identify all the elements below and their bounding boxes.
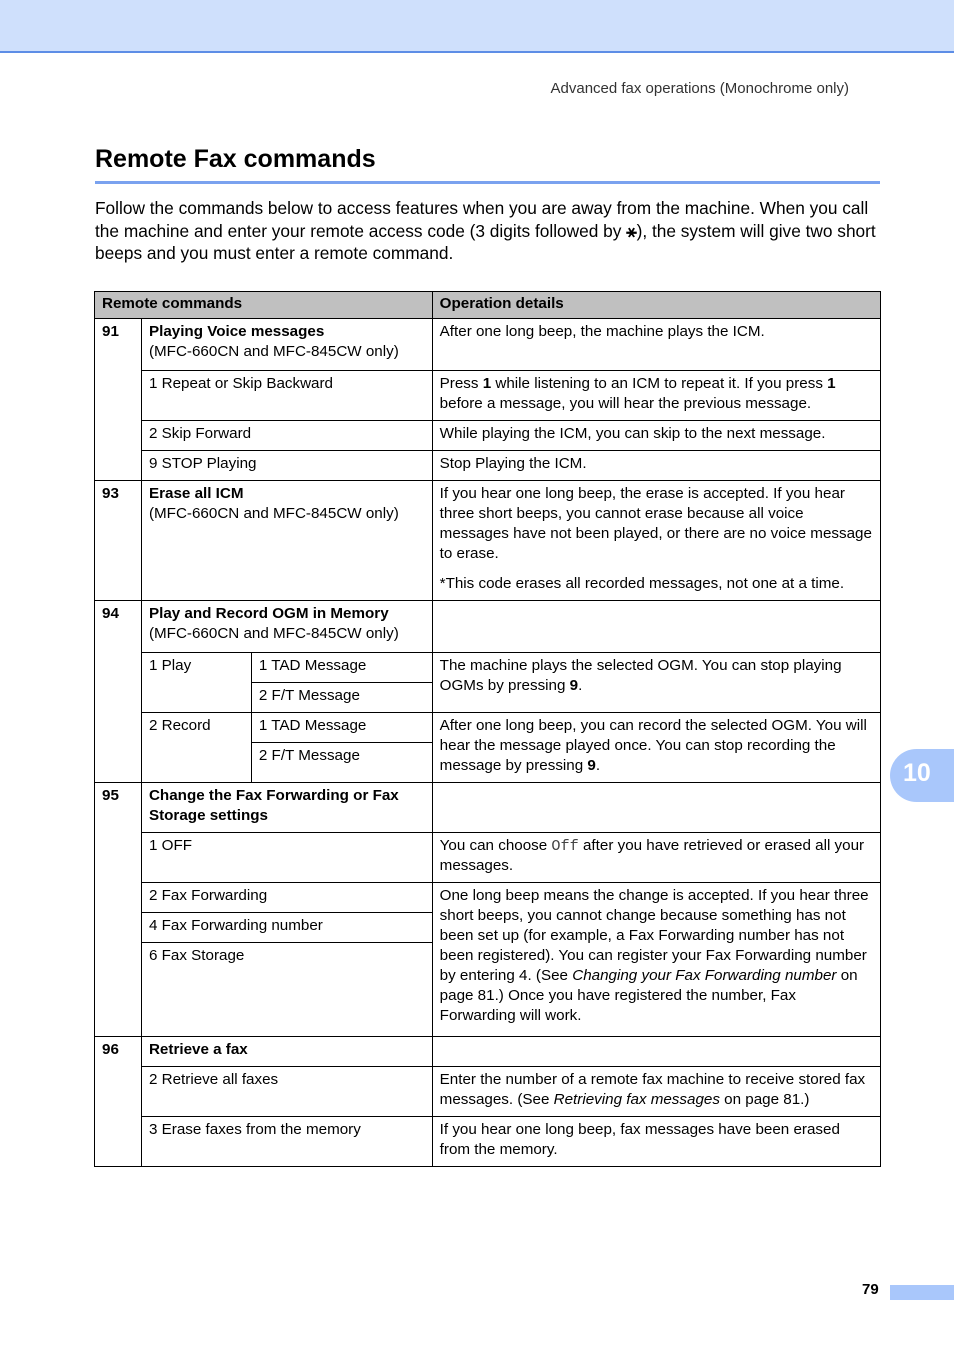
subcommand-label: 6 Fax Storage xyxy=(141,943,432,1037)
remote-commands-table xyxy=(94,291,881,1167)
table-row xyxy=(95,833,881,883)
subcommand-label: 4 Fax Forwarding number xyxy=(141,913,432,943)
table-row xyxy=(95,1117,881,1167)
detail-cell-empty xyxy=(432,601,880,653)
subcommand-label: 1 Play xyxy=(141,653,251,713)
subcommand-option: 2 F/T Message xyxy=(251,743,432,783)
subcommand-option: 2 F/T Message xyxy=(251,683,432,713)
key-label: 1 xyxy=(482,375,492,392)
detail-note: *This code erases all recorded messages, not one at a time. xyxy=(439,575,845,592)
detail-text: before a message, you will hear the previous message. xyxy=(439,395,812,412)
detail-cell xyxy=(432,833,880,883)
command-title-cell xyxy=(141,481,432,601)
table-header-row xyxy=(95,292,881,319)
detail-text: If you hear one long beep, the erase is accepted. If you hear three short beeps, you cannot erase because all voice messages have not been played, or there are no voice message to erase. xyxy=(439,485,872,562)
detail-text: while listening to an ICM to repeat it. If you press xyxy=(491,375,828,392)
detail-text: Press xyxy=(439,375,483,392)
table-row xyxy=(95,883,881,913)
cross-reference: Retrieving fax messages xyxy=(553,1091,720,1108)
detail-text: on page 81.) xyxy=(719,1091,810,1108)
intro-paragraph xyxy=(95,197,885,265)
header-operation-details: Operation details xyxy=(432,292,880,319)
table-row xyxy=(95,783,881,833)
page-number-bar xyxy=(890,1285,954,1300)
detail-cell-empty xyxy=(432,783,880,833)
running-head: Advanced fax operations (Monochrome only) xyxy=(550,80,849,97)
chapter-number: 10 xyxy=(903,759,931,787)
subcommand-label: 2 Retrieve all faxes xyxy=(141,1067,432,1117)
command-code: 95 xyxy=(95,783,142,1037)
detail-cell xyxy=(432,713,880,783)
table-row xyxy=(95,319,881,371)
detail-cell xyxy=(432,481,880,601)
subcommand-label: 2 Fax Forwarding xyxy=(141,883,432,913)
table-row xyxy=(95,421,881,451)
command-title: Erase all ICM xyxy=(148,485,244,502)
subcommand-label: 9 STOP Playing xyxy=(141,451,432,481)
detail-cell xyxy=(432,883,880,1037)
detail-cell xyxy=(432,1067,880,1117)
table-row xyxy=(95,653,881,683)
command-code: 94 xyxy=(95,601,142,783)
top-header-band xyxy=(0,0,954,53)
detail-cell-empty xyxy=(432,1037,880,1067)
detail-text: The machine plays the selected OGM. You can stop playing OGMs by pressing xyxy=(439,657,842,694)
subcommand-option: 1 TAD Message xyxy=(251,653,432,683)
chapter-tab xyxy=(890,749,954,802)
subcommand-option: 1 TAD Message xyxy=(251,713,432,743)
detail-cell: While playing the ICM, you can skip to the next message. xyxy=(432,421,880,451)
model-note: (MFC-660CN and MFC-845CW only) xyxy=(148,625,399,642)
title-underline xyxy=(95,181,880,184)
detail-text: . xyxy=(595,757,601,774)
model-note: (MFC-660CN and MFC-845CW only) xyxy=(148,505,399,522)
command-title-cell xyxy=(141,601,432,653)
detail-text: After one long beep, you can record the selected OGM. You will hear the message played once. You can stop recording the message by pressing xyxy=(439,717,867,774)
table-row xyxy=(95,371,881,421)
detail-cell: Stop Playing the ICM. xyxy=(432,451,880,481)
subcommand-label: 3 Erase faxes from the memory xyxy=(141,1117,432,1167)
table-row xyxy=(95,713,881,743)
detail-text: One long beep means the change is accepted. If you hear three short beeps, you cannot change because something has not been set up (for example, a Fax Forwarding number has not been registered). You can register your Fax Forwarding number by entering 4. (See xyxy=(439,887,869,984)
detail-cell xyxy=(432,653,880,713)
subcommand-label: 1 OFF xyxy=(141,833,432,883)
table-row xyxy=(95,481,881,601)
table-row xyxy=(95,601,881,653)
detail-cell: If you hear one long beep, fax messages have been erased from the memory. xyxy=(432,1117,880,1167)
detail-text: You can choose xyxy=(439,837,552,854)
cross-reference: Changing your Fax Forwarding number xyxy=(572,967,837,984)
key-label: 9 xyxy=(587,757,596,774)
header-remote-commands: Remote commands xyxy=(95,292,433,319)
subcommand-label: 1 Repeat or Skip Backward xyxy=(141,371,432,421)
key-label: 9 xyxy=(569,677,579,694)
detail-text: Enter the number of a remote fax machine to receive stored fax messages. (See xyxy=(439,1071,866,1108)
command-code: 93 xyxy=(95,481,142,601)
model-note: (MFC-660CN and MFC-845CW only) xyxy=(148,343,399,360)
detail-cell xyxy=(432,371,880,421)
page-number: 79 xyxy=(862,1281,879,1298)
menu-value: Off xyxy=(551,837,579,855)
command-title: Playing Voice messages xyxy=(148,323,325,340)
table-row xyxy=(95,1037,881,1067)
detail-cell: After one long beep, the machine plays the ICM. xyxy=(432,319,880,371)
command-title-cell xyxy=(141,319,432,371)
command-title: Play and Record OGM in Memory xyxy=(148,605,389,622)
subcommand-label: 2 Record xyxy=(141,713,251,783)
table-row xyxy=(95,1067,881,1117)
command-code: 96 xyxy=(95,1037,142,1167)
detail-text: after you have retrieved or erased all your messages. xyxy=(439,837,865,874)
command-title: Retrieve a fax xyxy=(141,1037,432,1067)
subcommand-label: 2 Skip Forward xyxy=(141,421,432,451)
star-key-icon: ⚹ xyxy=(626,220,637,241)
detail-text: on page 81.) Once you have registered the number, Fax Forwarding will work. xyxy=(439,967,858,1024)
page-title: Remote Fax commands xyxy=(95,145,376,173)
intro-text-1: Follow the commands below to access features when you are away from the machine. When you call the machine and enter your remote access code (3 digits followed by xyxy=(95,198,869,241)
table-row xyxy=(95,451,881,481)
command-title: Change the Fax Forwarding or Fax Storage settings xyxy=(141,783,432,833)
detail-text: . xyxy=(578,677,583,694)
command-code: 91 xyxy=(95,319,142,481)
key-label: 1 xyxy=(827,375,836,392)
intro-text-2: ), the system will give two short beeps and you must enter a remote command. xyxy=(95,220,876,263)
